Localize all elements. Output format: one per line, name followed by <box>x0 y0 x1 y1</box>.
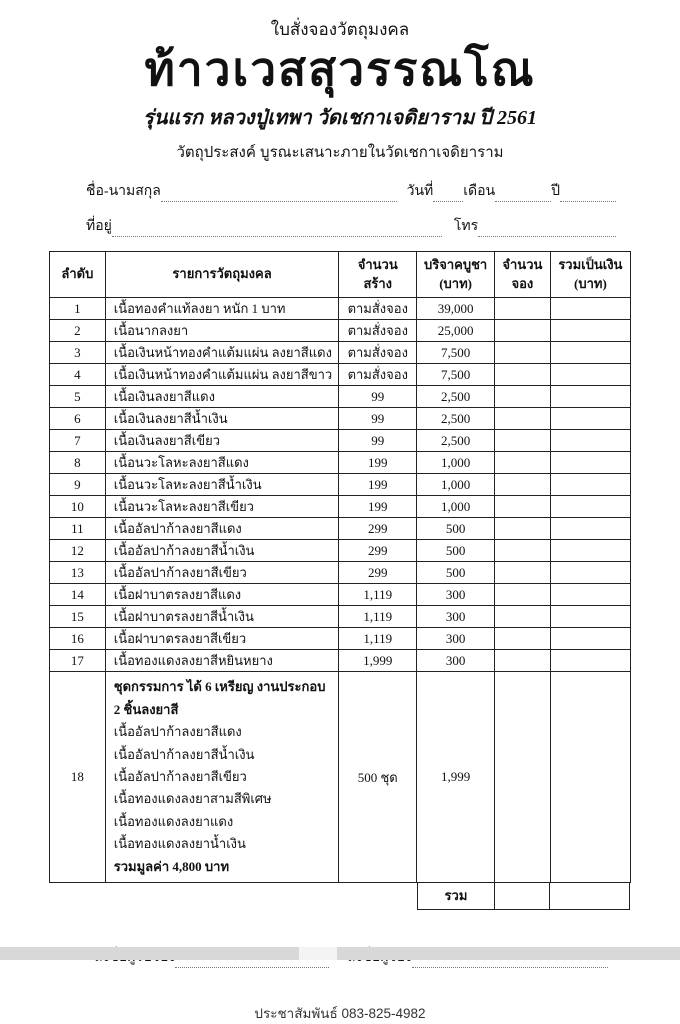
item-name-cell: เนื้อนวะโลหะลงยาสีเขียว <box>105 496 339 518</box>
total-amount-cell <box>550 386 630 408</box>
row-number-cell: 12 <box>50 540 106 562</box>
total-amount-cell <box>550 562 630 584</box>
page-title: ท้าวเวสสุวรรณโณ <box>144 42 536 96</box>
table-row <box>50 408 631 430</box>
table-row <box>50 342 631 364</box>
table-row <box>50 672 631 883</box>
order-qty-cell <box>495 628 551 650</box>
qty-made-cell: 199 <box>339 496 417 518</box>
item-name-cell: เนื้อทองคำแท้ลงยา หนัก 1 บาท <box>105 298 339 320</box>
row-number-cell: 8 <box>50 452 106 474</box>
qty-made-cell: 99 <box>339 430 417 452</box>
total-order-qty-cell <box>494 882 550 910</box>
total-amount-cell <box>550 408 630 430</box>
qty-made-cell: 1,999 <box>339 650 417 672</box>
item-line: เนื้ออัลปาก้าลงยาสีเขียว <box>113 768 247 784</box>
order-qty-cell <box>495 474 551 496</box>
row-number-cell: 3 <box>50 342 106 364</box>
table-row <box>50 320 631 342</box>
price-cell: 1,000 <box>417 452 495 474</box>
item-line: ชุดกรรมการ ได้ 6 เหรียญ งานประกอบ 2 ชิ้นลงยาสี <box>113 679 326 717</box>
qty-made-cell: 99 <box>339 408 417 430</box>
total-amount-cell <box>550 672 630 883</box>
order-qty-cell <box>495 562 551 584</box>
header-total <box>550 252 630 298</box>
table-row <box>50 584 631 606</box>
order-qty-cell <box>495 518 551 540</box>
grand-total-row <box>417 882 632 910</box>
header-price-line2: (บาท) <box>439 275 472 291</box>
order-qty-cell <box>495 364 551 386</box>
total-amount-cell <box>550 342 630 364</box>
row-number-cell: 6 <box>50 408 106 430</box>
qty-made-cell: 1,119 <box>339 628 417 650</box>
item-line: เนื้อทองแดงลงยาน้ำเงิน <box>113 836 246 852</box>
phone-blank-line <box>478 224 616 237</box>
price-cell: 7,500 <box>417 364 495 386</box>
row-number-cell: 14 <box>50 584 106 606</box>
total-amount-cell <box>550 584 630 606</box>
year-label: ปี <box>551 184 560 200</box>
item-name-cell: เนื้ออัลปาก้าลงยาสีแดง <box>105 518 339 540</box>
header-total-line1: รวมเป็นเงิน <box>558 256 623 272</box>
name-blank-line <box>161 189 397 202</box>
total-amount-cell <box>550 650 630 672</box>
item-name-cell: เนื้ออัลปาก้าลงยาสีน้ำเงิน <box>105 540 339 562</box>
header-order-line2: จอง <box>511 275 534 291</box>
total-amount-cell <box>550 518 630 540</box>
item-line: เนื้ออัลปาก้าลงยาสีน้ำเงิน <box>113 746 255 762</box>
qty-made-cell: 500 ชุด <box>339 672 417 883</box>
header-qty-line1: จำนวน <box>357 256 398 272</box>
order-qty-cell <box>495 584 551 606</box>
address-phone-row <box>86 215 616 237</box>
price-cell: 500 <box>417 540 495 562</box>
total-amount-cell <box>550 364 630 386</box>
total-amount-cell <box>550 540 630 562</box>
item-name-cell: เนื้ออัลปาก้าลงยาสีเขียว <box>105 562 339 584</box>
total-amount-cell <box>550 606 630 628</box>
price-cell: 2,500 <box>417 408 495 430</box>
order-qty-cell <box>495 452 551 474</box>
header-order-qty <box>495 252 551 298</box>
item-name-cell: เนื้อเงินลงยาสีน้ำเงิน <box>105 408 339 430</box>
header-price-line1: บริจาคบูชา <box>423 256 488 272</box>
price-cell: 300 <box>417 606 495 628</box>
qty-made-cell: 199 <box>339 474 417 496</box>
total-amount-cell <box>549 882 630 910</box>
total-amount-cell <box>550 298 630 320</box>
total-amount-cell <box>550 430 630 452</box>
form-type-heading: ใบสั่งจองวัตถุมงคล <box>270 20 410 39</box>
item-name-cell: เนื้อนวะโลหะลงยาสีน้ำเงิน <box>105 474 339 496</box>
table-row <box>50 606 631 628</box>
total-amount-cell <box>550 320 630 342</box>
table-row <box>50 628 631 650</box>
amulet-order-table <box>49 251 631 883</box>
item-name-cell: เนื้อฝาบาตรลงยาสีเขียว <box>105 628 339 650</box>
phone-label: โทร <box>453 219 479 235</box>
order-qty-cell <box>495 298 551 320</box>
contact-phone: ประชาสัมพันธ์ 083-825-4982 <box>254 1005 426 1021</box>
row-number-cell: 18 <box>50 672 106 883</box>
total-amount-cell <box>550 474 630 496</box>
row-number-cell: 2 <box>50 320 106 342</box>
month-label: เดือน <box>463 184 496 200</box>
fill-in-fields <box>86 180 616 237</box>
qty-made-cell: 299 <box>339 562 417 584</box>
month-blank-line <box>495 189 551 202</box>
price-cell: 1,000 <box>417 474 495 496</box>
price-cell: 500 <box>417 518 495 540</box>
order-qty-cell <box>495 408 551 430</box>
header-total-line2: (บาท) <box>574 275 607 291</box>
price-cell: 500 <box>417 562 495 584</box>
qty-made-cell: 299 <box>339 540 417 562</box>
table-row <box>50 364 631 386</box>
total-label-cell: รวม <box>417 882 495 910</box>
table-row <box>50 540 631 562</box>
qty-made-cell: 299 <box>339 518 417 540</box>
row-number-cell: 15 <box>50 606 106 628</box>
row-number-cell: 9 <box>50 474 106 496</box>
name-date-row <box>86 180 616 202</box>
purpose-line: วัตถุประสงค์ บูรณะเสนาะภายในวัดเชกาเจดิยาราม <box>176 144 504 162</box>
qty-made-cell: ตามสั่งจอง <box>339 342 417 364</box>
item-line: เนื้ออัลปาก้าลงยาสีแดง <box>113 724 242 740</box>
order-qty-cell <box>495 496 551 518</box>
order-qty-cell <box>495 650 551 672</box>
name-label: ชื่อ-นามสกุล <box>86 184 161 200</box>
order-qty-cell <box>495 320 551 342</box>
total-amount-cell <box>550 628 630 650</box>
qty-made-cell: 1,119 <box>339 584 417 606</box>
row-number-cell: 16 <box>50 628 106 650</box>
price-cell: 300 <box>417 628 495 650</box>
item-name-cell <box>105 672 339 883</box>
address-blank-line <box>112 224 442 237</box>
table-row <box>50 496 631 518</box>
order-qty-cell <box>495 342 551 364</box>
header-order-line1: จำนวน <box>502 256 543 272</box>
order-qty-cell <box>495 540 551 562</box>
item-name-cell: เนื้อนวะโลหะลงยาสีแดง <box>105 452 339 474</box>
table-row <box>50 298 631 320</box>
table-row <box>50 650 631 672</box>
item-name-cell: เนื้อเงินหน้าทองคำแต้มแผ่น ลงยาสีขาว <box>105 364 339 386</box>
qty-made-cell: 99 <box>339 386 417 408</box>
scan-edge-strip <box>0 947 680 960</box>
order-qty-cell <box>495 672 551 883</box>
date-blank-line <box>433 189 463 202</box>
total-amount-cell <box>550 452 630 474</box>
item-name-cell: เนื้อเงินลงยาสีแดง <box>105 386 339 408</box>
year-blank-line <box>560 189 616 202</box>
order-qty-cell <box>495 606 551 628</box>
item-name-cell: เนื้อเงินหน้าทองคำแต้มแผ่น ลงยาสีแดง <box>105 342 339 364</box>
row-number-cell: 10 <box>50 496 106 518</box>
items-tbody <box>50 298 631 883</box>
item-line: เนื้อทองแดงลงยาแดง <box>113 813 234 829</box>
price-cell: 2,500 <box>417 430 495 452</box>
edition-subtitle: รุ่นแรก หลวงปู่เทพา วัดเชกาเจดิยาราม ปี 2561 <box>142 107 538 130</box>
price-cell: 1,000 <box>417 496 495 518</box>
order-qty-cell <box>495 386 551 408</box>
row-number-cell: 7 <box>50 430 106 452</box>
header-item: รายการวัตถุมงคล <box>105 252 339 298</box>
price-cell: 39,000 <box>417 298 495 320</box>
table-row <box>50 386 631 408</box>
header-price <box>417 252 495 298</box>
qty-made-cell: ตามสั่งจอง <box>339 298 417 320</box>
qty-made-cell: 1,119 <box>339 606 417 628</box>
price-cell: 25,000 <box>417 320 495 342</box>
qty-made-cell: ตามสั่งจอง <box>339 320 417 342</box>
header-qty-line2: สร้าง <box>363 275 393 291</box>
price-cell: 2,500 <box>417 386 495 408</box>
total-amount-cell <box>550 496 630 518</box>
price-cell: 300 <box>417 650 495 672</box>
price-cell: 7,500 <box>417 342 495 364</box>
row-number-cell: 4 <box>50 364 106 386</box>
table-row <box>50 518 631 540</box>
item-name-cell: เนื้อฝาบาตรลงยาสีน้ำเงิน <box>105 606 339 628</box>
item-name-cell: เนื้อเงินลงยาสีเขียว <box>105 430 339 452</box>
header-no: ลำดับ <box>50 252 106 298</box>
scan-edge-notch <box>299 947 337 960</box>
table-row <box>50 430 631 452</box>
table-row <box>50 562 631 584</box>
item-line: รวมมูลค่า 4,800 บาท <box>113 858 230 874</box>
row-number-cell: 11 <box>50 518 106 540</box>
header-qty-made <box>339 252 417 298</box>
address-label: ที่อยู่ <box>86 219 112 235</box>
order-qty-cell <box>495 430 551 452</box>
table-header-row <box>50 252 631 298</box>
price-cell: 1,999 <box>417 672 495 883</box>
row-number-cell: 17 <box>50 650 106 672</box>
row-number-cell: 13 <box>50 562 106 584</box>
item-line: เนื้อทองแดงลงยาสามสีพิเศษ <box>113 791 272 807</box>
qty-made-cell: 199 <box>339 452 417 474</box>
price-cell: 300 <box>417 584 495 606</box>
row-number-cell: 5 <box>50 386 106 408</box>
item-name-cell: เนื้อฝาบาตรลงยาสีแดง <box>105 584 339 606</box>
item-name-cell: เนื้อทองแดงลงยาสีหยินหยาง <box>105 650 339 672</box>
date-label: วันที่ <box>406 184 434 200</box>
row-number-cell: 1 <box>50 298 106 320</box>
item-name-cell: เนื้อนากลงยา <box>105 320 339 342</box>
qty-made-cell: ตามสั่งจอง <box>339 364 417 386</box>
table-row <box>50 474 631 496</box>
table-row <box>50 452 631 474</box>
